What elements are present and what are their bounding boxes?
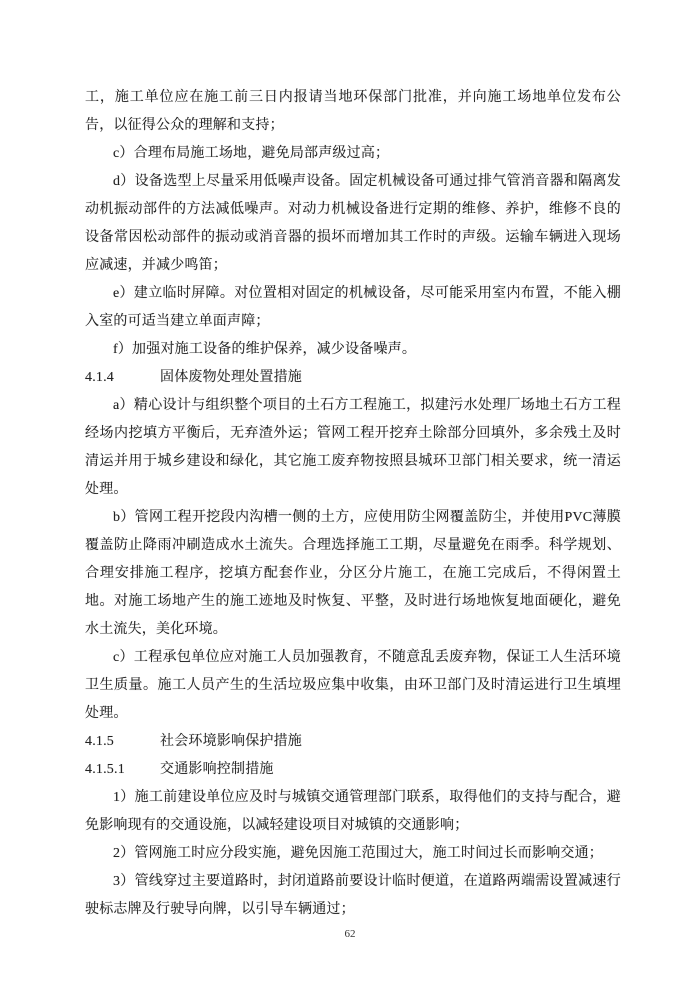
paragraph: 工，施工单位应在施工前三日内报请当地环保部门批准，并向施工场地单位发布公告，以征得公众的理解和支持； [85, 90, 621, 133]
page-number: 62 [344, 928, 356, 940]
paragraph: d）设备选型上尽量采用低噪声设备。固定机械设备可通过排气管消音器和隔离发动机振动部件的方法减低噪声。对动力机械设备进行定期的维修、养护，维修不良的设备常因松动部件的振动或消音器的损坏而增加其工作时的声级。运输车辆进入现场应减速，并减少鸣笛； [85, 174, 621, 273]
paragraph: e）建立临时屏障。对位置相对固定的机械设备，尽可能采用室内布置，不能入棚入室的可适当建立单面声障； [85, 286, 621, 329]
paragraph: b）管网工程开挖段内沟槽一侧的土方，应使用防尘网覆盖防尘，并使用PVC薄膜覆盖防止降雨冲刷造成水土流失。合理选择施工工期，尽量避免在雨季。科学规划、合理安排施工程序，挖填方配套作业，分区分片施工，在施工完成后，不得闲置土地。对施工场地产生的施工迹地及时恢复、平整，及时进行场地恢复地面硬化，避免水土流失，美化环境。 [85, 510, 621, 637]
paragraph: 1）施工前建设单位应及时与城镇交通管理部门联系，取得他们的支持与配合，避免影响现有的交通设施，以减轻建设项目对城镇的交通影响； [85, 790, 621, 833]
section-number: 4.1.5 [85, 734, 114, 749]
section-number: 4.1.4 [85, 370, 114, 385]
paragraph: f）加强对施工设备的维护保养，减少设备噪声。 [113, 342, 417, 357]
paragraph: 3）管线穿过主要道路时，封闭道路前要设计临时便道，在道路两端需设置减速行驶标志牌及行驶导向牌，以引导车辆通过； [85, 874, 621, 917]
paragraph: c）合理布局施工场地，避免局部声级过高； [113, 146, 390, 161]
section-heading [85, 728, 621, 756]
paragraph: 2）管网施工时应分段实施，避免因施工范围过大，施工时间过长而影响交通； [113, 846, 603, 861]
section-heading [85, 756, 621, 784]
section-title: 固体废物处理处置措施 [160, 370, 302, 385]
section-number: 4.1.5.1 [85, 762, 125, 777]
document-body [85, 84, 621, 924]
section-heading [85, 364, 621, 392]
section-title: 交通影响控制措施 [160, 762, 274, 777]
paragraph: a）精心设计与组织整个项目的土石方工程施工，拟建污水处理厂场地土石方工程经场内挖填方平衡后，无弃渣外运；管网工程开挖弃土除部分回填外，多余残土及时清运并用于城乡建设和绿化，其它施工废弃物按照县城环卫部门相关要求，统一清运处理。 [85, 398, 621, 497]
paragraph: c）工程承包单位应对施工人员加强教育，不随意乱丢废弃物，保证工人生活环境卫生质量。施工人员产生的生活垃圾应集中收集，由环卫部门及时清运进行卫生填埋处理。 [85, 650, 621, 721]
section-title: 社会环境影响保护措施 [160, 734, 302, 749]
